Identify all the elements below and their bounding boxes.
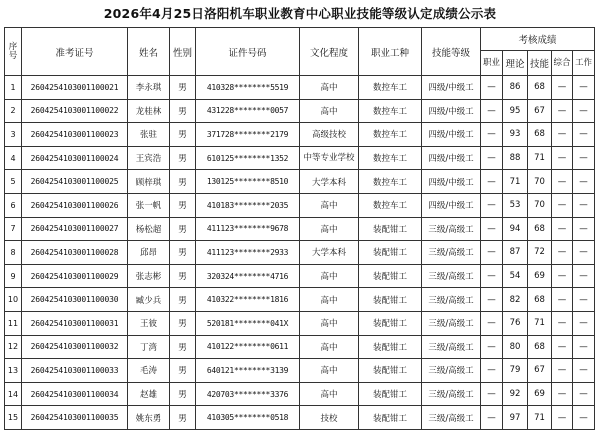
cell-score-prof: — [481,241,503,265]
cell-score-skill: 68 [528,217,552,241]
cell-level: 三级/高级工 [422,264,481,288]
cell-gender: 男 [170,264,196,288]
table-row [5,264,595,288]
cell-name: 赵雄 [128,382,170,406]
cell-score-comp: — [552,264,573,288]
cell-score-work: — [573,335,595,359]
cell-education: 高中 [300,264,359,288]
cell-education: 高中 [300,76,359,100]
cell-id: 320324********4716 [196,264,300,288]
cell-score-comp: — [552,193,573,217]
table-row [5,76,595,100]
cell-score-work: — [573,382,595,406]
cell-id: 410322********1816 [196,288,300,312]
header-score-comp: 综合 [552,51,573,76]
cell-score-skill: 68 [528,76,552,100]
cell-occupation: 数控车工 [359,76,422,100]
table-header [5,28,595,76]
cell-score-prof: — [481,311,503,335]
cell-occupation: 数控车工 [359,170,422,194]
cell-score-theory: 82 [503,288,528,312]
cell-level: 三级/高级工 [422,311,481,335]
cell-education: 大学本科 [300,241,359,265]
cell-score-prof: — [481,123,503,147]
table-row [5,288,595,312]
cell-seq: 7 [5,217,22,241]
cell-occupation: 数控车工 [359,146,422,170]
cell-occupation: 装配钳工 [359,359,422,383]
table-row [5,99,595,123]
cell-seq: 5 [5,170,22,194]
cell-occupation: 装配钳工 [359,288,422,312]
page-title: 2026年4月25日洛阳机车职业教育中心职业技能等级认定成绩公示表 [103,6,497,21]
cell-education: 高中 [300,382,359,406]
cell-level: 四级/中级工 [422,193,481,217]
cell-score-comp: — [552,335,573,359]
cell-name: 王宾浩 [128,146,170,170]
cell-score-prof: — [481,170,503,194]
cell-score-work: — [573,146,595,170]
cell-id: 130125********8510 [196,170,300,194]
cell-seq: 9 [5,264,22,288]
cell-score-theory: 94 [503,217,528,241]
cell-score-theory: 93 [503,123,528,147]
cell-level: 四级/中级工 [422,76,481,100]
cell-level: 三级/高级工 [422,217,481,241]
cell-id: 520181********041X [196,311,300,335]
cell-level: 四级/中级工 [422,123,481,147]
header-education: 文化程度 [300,28,359,76]
cell-score-theory: 54 [503,264,528,288]
header-score-theory: 理论 [503,51,528,76]
cell-score-skill: 67 [528,359,552,383]
cell-education: 高中 [300,217,359,241]
cell-gender: 男 [170,335,196,359]
cell-score-prof: — [481,76,503,100]
cell-score-comp: — [552,99,573,123]
cell-gender: 男 [170,76,196,100]
cell-ticket: 2604254103001100027 [22,217,128,241]
cell-score-skill: 71 [528,146,552,170]
cell-score-theory: 76 [503,311,528,335]
cell-score-comp: — [552,359,573,383]
cell-id: 410183********2035 [196,193,300,217]
cell-occupation: 装配钳工 [359,335,422,359]
cell-score-work: — [573,217,595,241]
cell-occupation: 数控车工 [359,99,422,123]
cell-gender: 男 [170,146,196,170]
table-row [5,359,595,383]
table-row [5,170,595,194]
cell-ticket: 2604254103001100035 [22,406,128,430]
cell-seq: 12 [5,335,22,359]
cell-ticket: 2604254103001100023 [22,123,128,147]
header-level: 技能等级 [422,28,481,76]
cell-gender: 男 [170,288,196,312]
cell-seq: 6 [5,193,22,217]
results-table [4,27,595,430]
cell-ticket: 2604254103001100025 [22,170,128,194]
cell-name: 臧少兵 [128,288,170,312]
cell-ticket: 2604254103001100030 [22,288,128,312]
cell-score-comp: — [552,146,573,170]
cell-name: 顾梓琪 [128,170,170,194]
cell-score-theory: 88 [503,146,528,170]
cell-name: 张驻 [128,123,170,147]
cell-name: 丁湾 [128,335,170,359]
table-row [5,193,595,217]
cell-score-prof: — [481,264,503,288]
table-body [5,76,595,430]
cell-ticket: 2604254103001100028 [22,241,128,265]
cell-education: 高中 [300,359,359,383]
cell-occupation: 装配钳工 [359,264,422,288]
cell-score-work: — [573,123,595,147]
cell-gender: 男 [170,217,196,241]
cell-score-theory: 92 [503,382,528,406]
cell-education: 大学本科 [300,170,359,194]
cell-ticket: 2604254103001100029 [22,264,128,288]
cell-ticket: 2604254103001100034 [22,382,128,406]
cell-name: 杨松超 [128,217,170,241]
header-seq: 序号 [5,28,22,76]
cell-id: 610125********1352 [196,146,300,170]
cell-seq: 15 [5,406,22,430]
cell-score-skill: 69 [528,382,552,406]
cell-score-theory: 71 [503,170,528,194]
header-gender: 性别 [170,28,196,76]
cell-name: 姚东勇 [128,406,170,430]
cell-score-skill: 68 [528,123,552,147]
cell-id: 371728********2179 [196,123,300,147]
cell-score-comp: — [552,76,573,100]
cell-ticket: 2604254103001100033 [22,359,128,383]
cell-gender: 男 [170,311,196,335]
cell-ticket: 2604254103001100022 [22,99,128,123]
cell-score-theory: 53 [503,193,528,217]
cell-score-theory: 87 [503,241,528,265]
cell-education: 高中 [300,99,359,123]
cell-id: 410328********5519 [196,76,300,100]
cell-score-theory: 97 [503,406,528,430]
table-row [5,311,595,335]
cell-seq: 2 [5,99,22,123]
cell-id: 411123********2933 [196,241,300,265]
table-row [5,335,595,359]
cell-occupation: 装配钳工 [359,241,422,265]
header-occupation: 职业工种 [359,28,422,76]
cell-score-comp: — [552,406,573,430]
cell-education: 高中 [300,193,359,217]
cell-education: 高中 [300,335,359,359]
cell-gender: 男 [170,123,196,147]
table-row [5,123,595,147]
cell-occupation: 装配钳工 [359,406,422,430]
cell-seq: 10 [5,288,22,312]
cell-education: 高级技校 [300,123,359,147]
cell-ticket: 2604254103001100024 [22,146,128,170]
cell-occupation: 装配钳工 [359,311,422,335]
cell-level: 三级/高级工 [422,288,481,312]
cell-level: 四级/中级工 [422,170,481,194]
cell-ticket: 2604254103001100032 [22,335,128,359]
cell-gender: 男 [170,406,196,430]
cell-score-skill: 68 [528,335,552,359]
cell-score-skill: 68 [528,288,552,312]
cell-occupation: 装配钳工 [359,382,422,406]
cell-name: 张志彬 [128,264,170,288]
cell-gender: 男 [170,99,196,123]
cell-score-prof: — [481,217,503,241]
cell-score-skill: 69 [528,264,552,288]
cell-score-work: — [573,170,595,194]
cell-level: 四级/中级工 [422,146,481,170]
cell-seq: 1 [5,76,22,100]
cell-gender: 男 [170,382,196,406]
cell-seq: 14 [5,382,22,406]
header-name: 姓名 [128,28,170,76]
cell-level: 三级/高级工 [422,359,481,383]
cell-score-prof: — [481,99,503,123]
cell-score-comp: — [552,217,573,241]
cell-score-comp: — [552,382,573,406]
cell-score-comp: — [552,123,573,147]
cell-education: 中等专业学校 [300,146,359,170]
cell-level: 三级/高级工 [422,241,481,265]
cell-id: 420703********3376 [196,382,300,406]
cell-score-work: — [573,288,595,312]
cell-score-skill: 72 [528,241,552,265]
table-row [5,241,595,265]
cell-score-comp: — [552,288,573,312]
cell-id: 410305********0518 [196,406,300,430]
cell-seq: 13 [5,359,22,383]
cell-name: 李永琪 [128,76,170,100]
cell-occupation: 装配钳工 [359,217,422,241]
cell-seq: 11 [5,311,22,335]
cell-score-skill: 71 [528,406,552,430]
cell-level: 三级/高级工 [422,382,481,406]
cell-score-prof: — [481,193,503,217]
cell-ticket: 2604254103001100031 [22,311,128,335]
cell-score-skill: 71 [528,311,552,335]
header-score-prof: 职业 [481,51,503,76]
cell-score-work: — [573,359,595,383]
cell-gender: 男 [170,170,196,194]
cell-score-skill: 70 [528,193,552,217]
cell-name: 毛涛 [128,359,170,383]
header-scores: 考核成绩 [481,28,595,51]
cell-score-work: — [573,99,595,123]
cell-gender: 男 [170,359,196,383]
cell-score-skill: 70 [528,170,552,194]
cell-ticket: 2604254103001100026 [22,193,128,217]
cell-score-prof: — [481,288,503,312]
cell-education: 高中 [300,288,359,312]
cell-score-comp: — [552,311,573,335]
cell-level: 三级/高级工 [422,406,481,430]
cell-id: 431228********0057 [196,99,300,123]
cell-seq: 4 [5,146,22,170]
cell-gender: 男 [170,193,196,217]
cell-name: 张一帆 [128,193,170,217]
cell-gender: 男 [170,241,196,265]
cell-score-work: — [573,241,595,265]
table-row [5,382,595,406]
header-score-work: 工作 [573,51,595,76]
header-id: 证件号码 [196,28,300,76]
cell-occupation: 数控车工 [359,193,422,217]
cell-score-work: — [573,406,595,430]
cell-score-prof: — [481,382,503,406]
cell-seq: 3 [5,123,22,147]
table-row [5,406,595,430]
table-row [5,217,595,241]
cell-score-work: — [573,76,595,100]
cell-name: 龙桂林 [128,99,170,123]
cell-score-theory: 86 [503,76,528,100]
cell-score-work: — [573,264,595,288]
cell-score-prof: — [481,359,503,383]
cell-id: 411123********9678 [196,217,300,241]
cell-occupation: 数控车工 [359,123,422,147]
cell-score-skill: 67 [528,99,552,123]
cell-seq: 8 [5,241,22,265]
cell-level: 四级/中级工 [422,99,481,123]
cell-level: 三级/高级工 [422,335,481,359]
cell-education: 高中 [300,311,359,335]
cell-name: 王彼 [128,311,170,335]
cell-score-theory: 79 [503,359,528,383]
cell-score-prof: — [481,146,503,170]
cell-education: 技校 [300,406,359,430]
cell-score-theory: 95 [503,99,528,123]
cell-id: 640121********3139 [196,359,300,383]
cell-name: 邱昂 [128,241,170,265]
cell-id: 410122********0611 [196,335,300,359]
cell-score-work: — [573,311,595,335]
cell-ticket: 260425410300110002​1 [22,76,128,100]
cell-score-work: — [573,193,595,217]
table-row [5,146,595,170]
cell-score-theory: 80 [503,335,528,359]
cell-score-prof: — [481,335,503,359]
cell-score-prof: — [481,406,503,430]
cell-score-comp: — [552,170,573,194]
header-score-skill: 技能 [528,51,552,76]
header-ticket: 准考证号 [22,28,128,76]
cell-score-comp: — [552,241,573,265]
